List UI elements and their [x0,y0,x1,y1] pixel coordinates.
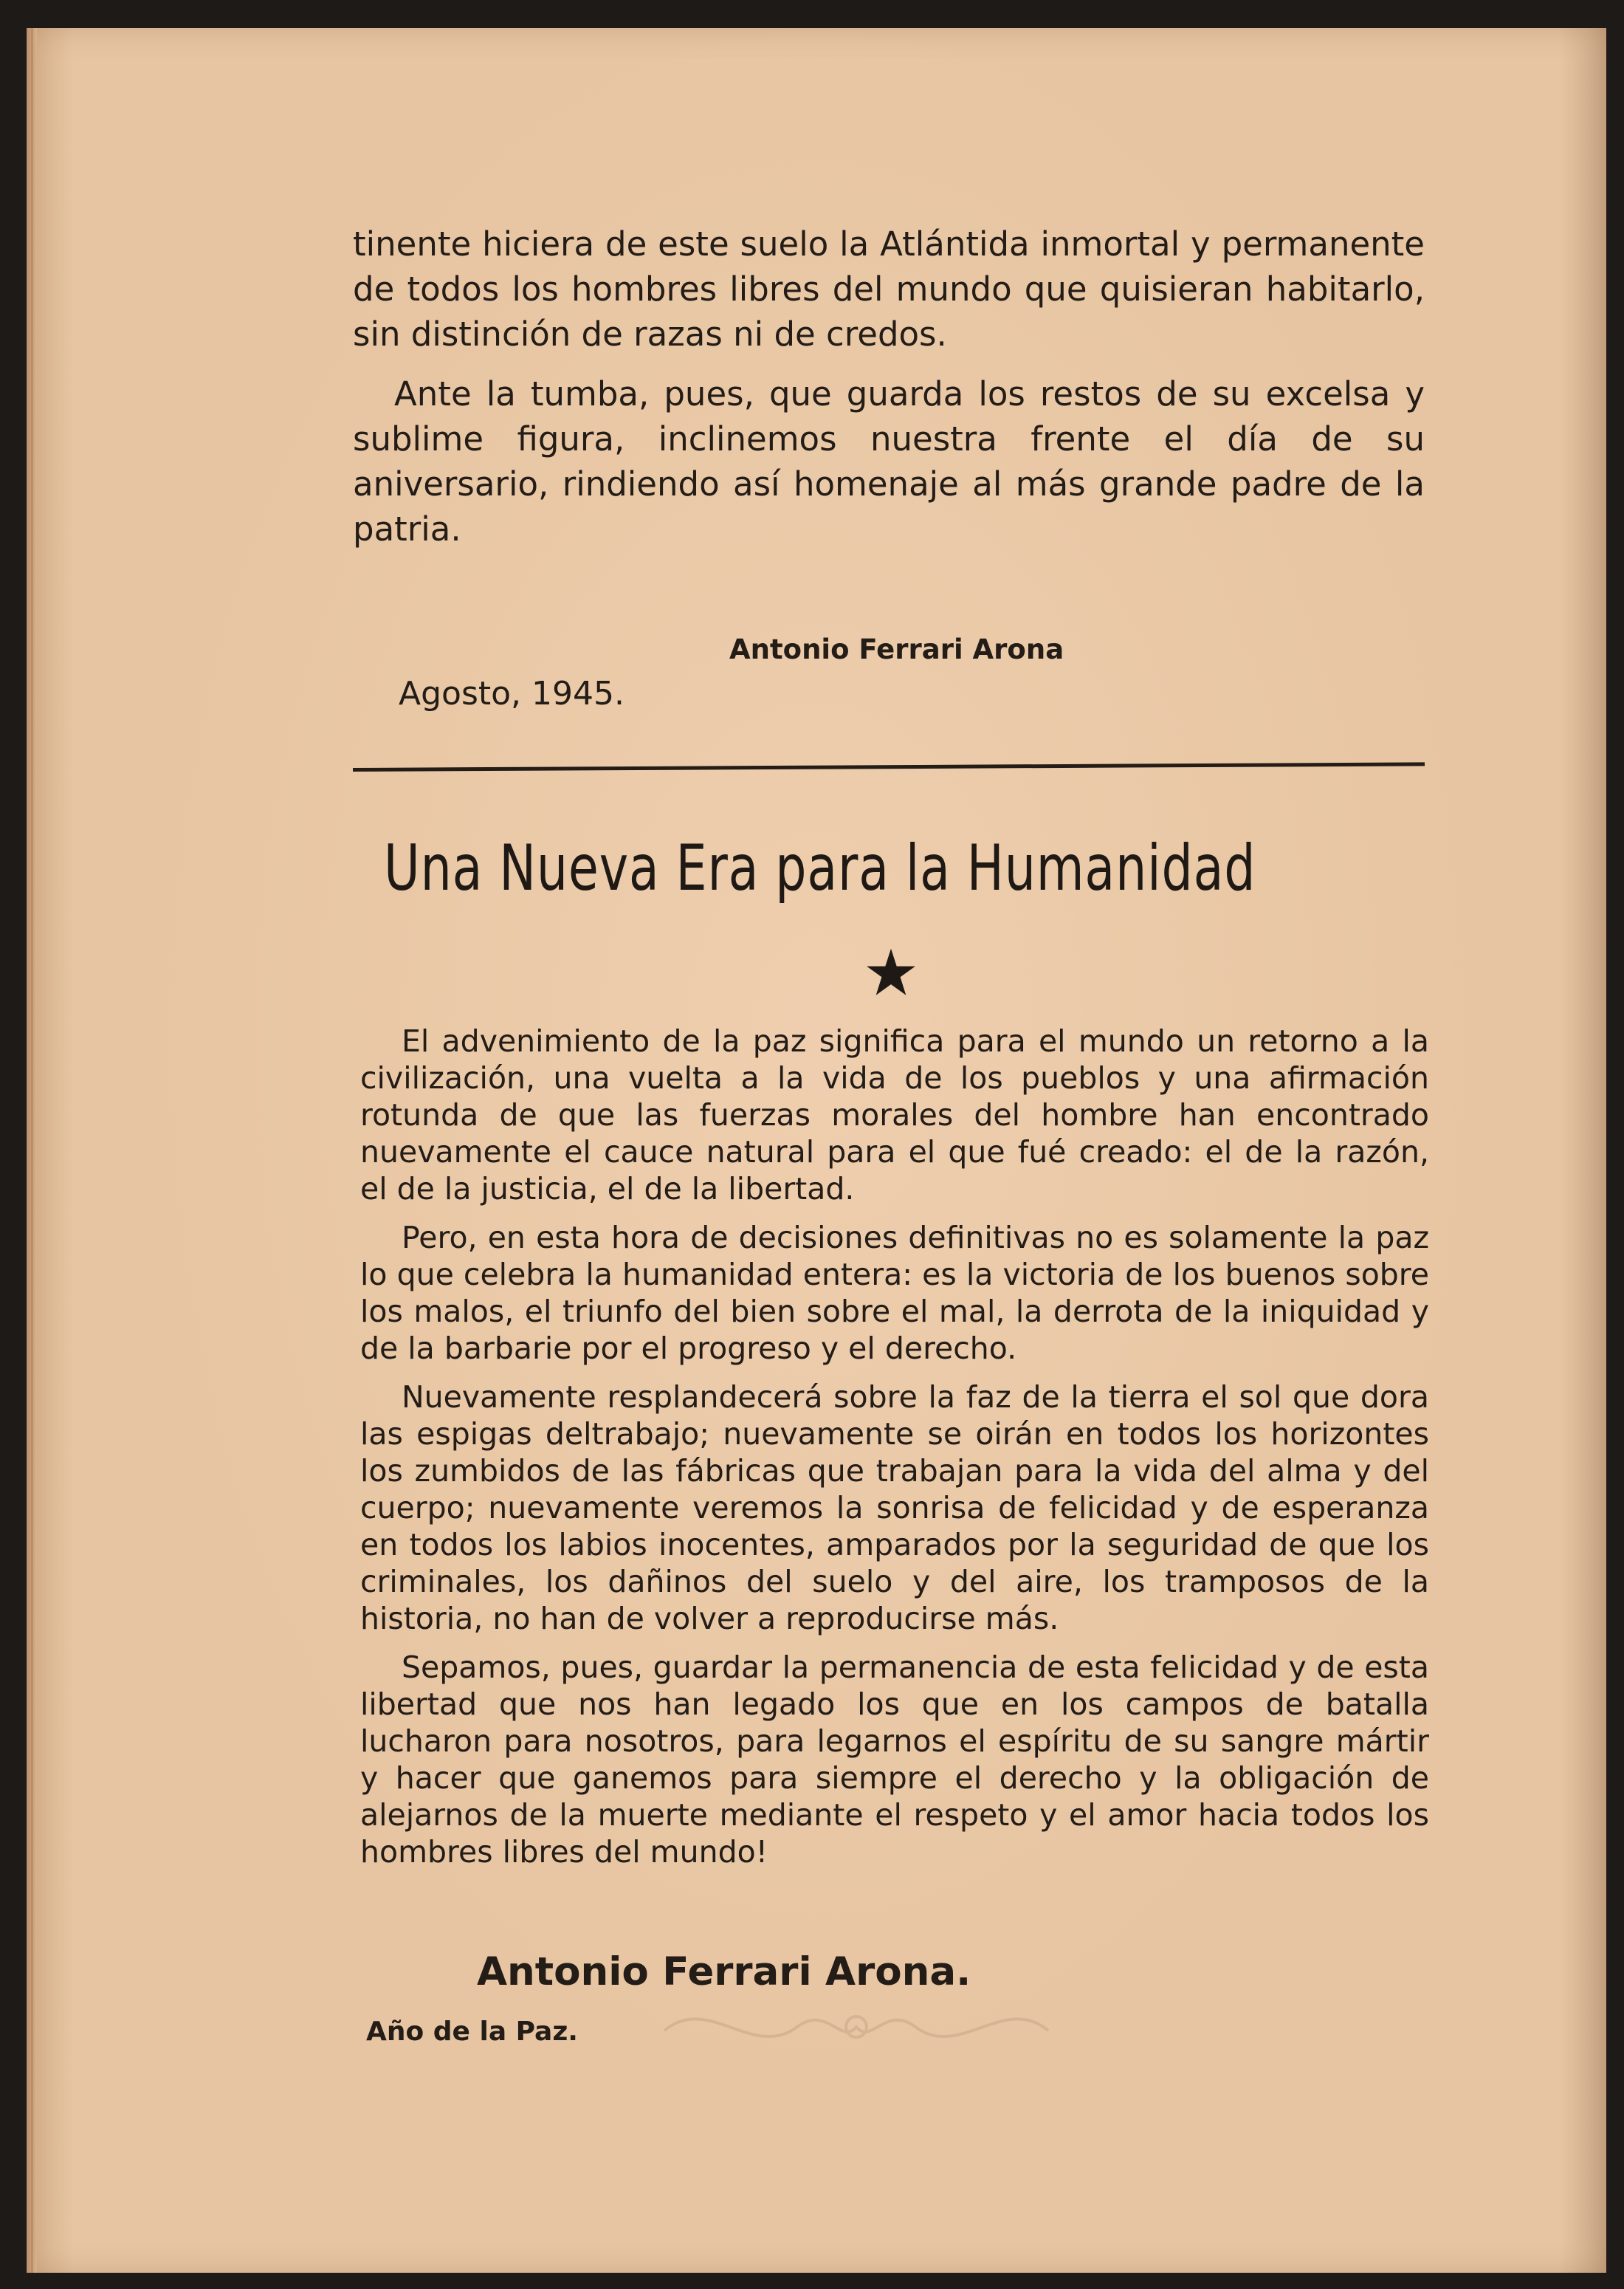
article2-body [360,1023,1429,1870]
article1-date: Agosto, 1945. [399,675,625,713]
article2-signature: Antonio Ferrari Arona. [477,1949,971,1994]
article2-paragraph-4: Sepamos, pues, guardar la permanencia de esta felicidad y de esta libertad que nos han legado los que en los campos de batalla lucharon para nosotros, para legarnos el espíritu de su sangre mártir y hacer que ganemos para siempre el derecho y la obligación de alejarnos de la muerte mediante el respeto y el amor hacia todos los hombres libres del mundo! [360,1650,1429,1870]
faded-ornament-icon [650,1986,1063,2067]
article1-paragraph-1: tinente hiciera de este suelo la Atlántida inmortal y permanente de todos los hombres libres del mundo que quisieran habitarlo, sin distinción de razas ni de credos. [353,224,1425,354]
article1-signature: Antonio Ferrari Arona [729,634,1064,665]
article2-paragraph-1: El advenimiento de la paz significa para el mundo un retorno a la civilización, una vuelta a la vida de los pueblos y una afirmación rotunda de que las fuerzas morales del hombre han encontrado nuevamente el cauce natural para el que fué creado: el de la razón, el de la justicia, el de la libertad. [360,1023,1429,1207]
article1-paragraph-2: Ante la tumba, pues, que guarda los restos de su excelsa y sublime figura, inclinemos nuestra frente el día de su aniversario, rindiendo así homenaje al más grande padre de la patria. [353,374,1425,549]
article2-title: Una Nueva Era para la Humanidad [384,831,1256,905]
article2-paragraph-2: Pero, en esta hora de decisiones definitivas no es solamente la paz lo que celebra la humanidad entera: es la victoria de los buenos sobre los malos, el triunfo del bien sobre el mal, la derrota de la iniquidad y de la barbarie por el progreso y el derecho. [360,1220,1429,1366]
article1-body [353,222,1425,552]
article2-paragraph-3: Nuevamente resplandecerá sobre la faz de la tierra el sol que dora las espigas deltrabajo; nuevamente se oirán en todos los horizontes los zumbidos de las fábricas que trabajan para la vida del alma y del cuerpo; nuevamente veremos la sonrisa de felicidad y de esperanza en todos los labios inocentes, amparados por la seguridad de que los criminales, los dañinos del suelo y del aire, los tramposos de la historia, no han de volver a reproducirse más. [360,1379,1429,1636]
fold-line [31,28,33,2273]
star-icon [865,947,917,998]
article2-year-line: Año de la Paz. [366,2017,578,2047]
